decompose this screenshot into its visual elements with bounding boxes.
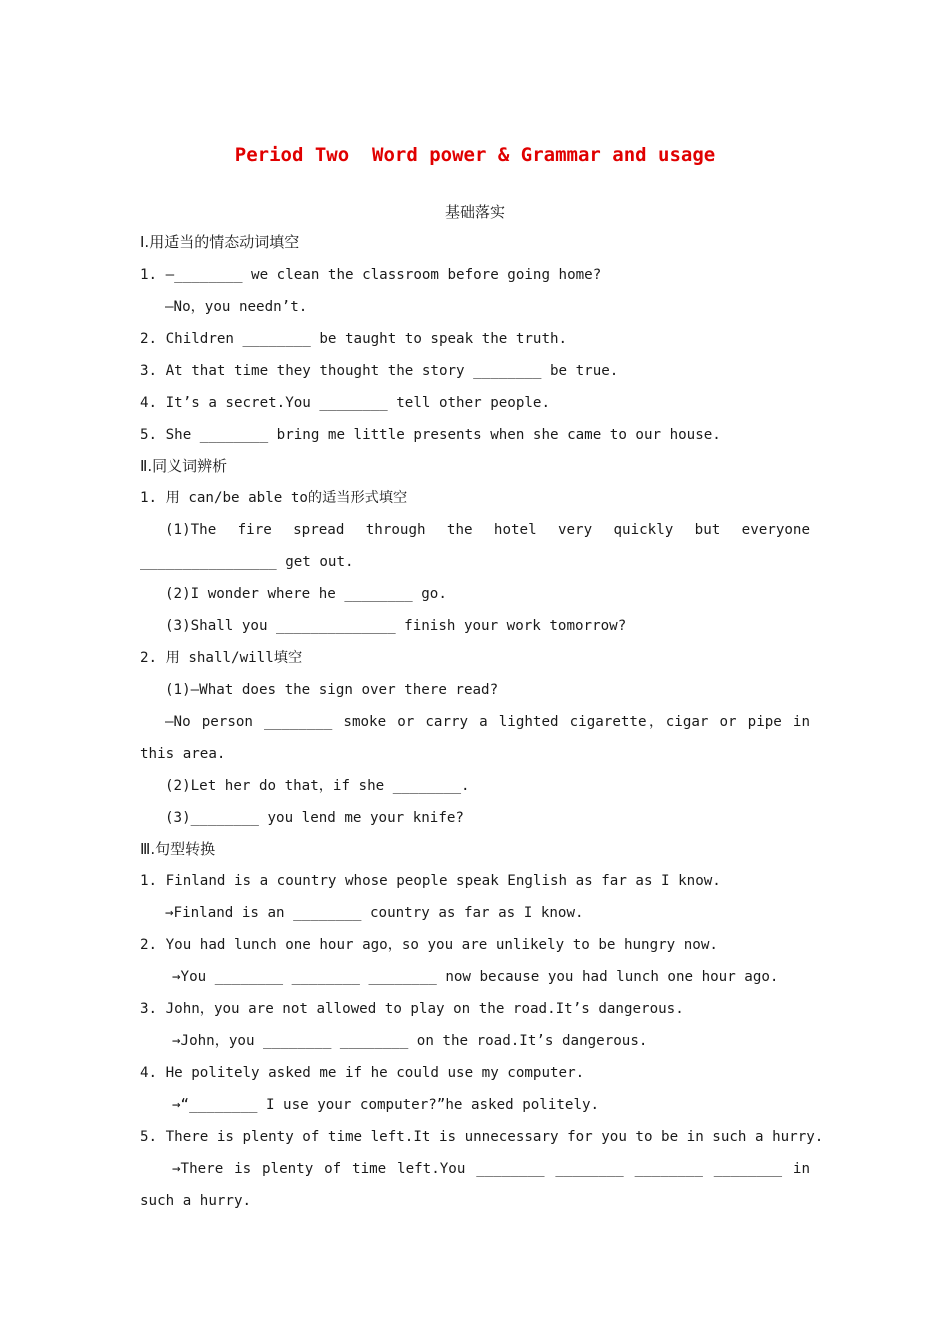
s3-item-1-transform: →Finland is an ________ country as far as I know.	[165, 905, 584, 921]
page-title: Period Two Word power & Grammar and usage	[234, 144, 716, 166]
s3-item-1: 1. Finland is a country whose people speak English as far as I know.	[140, 873, 721, 889]
section-subtitle: 基础落实	[444, 203, 505, 221]
s1-item-3: 3. At that time they thought the story ________ be true.	[140, 363, 619, 379]
s1-item-1: 1. —________ we clean the classroom before going home?	[140, 267, 602, 283]
s3-item-2: 2. You had lunch one hour ago，so you are unlikely to be hungry now.	[140, 937, 718, 953]
s3-item-4-transform: →“________ I use your computer?”he asked politely.	[172, 1097, 600, 1113]
s2-q1-3: (3)Shall you ______________ finish your work tomorrow?	[165, 618, 627, 634]
section-3-heading: Ⅲ.句型转换	[140, 840, 216, 858]
s2-q1-1b: ________________ get out.	[140, 554, 354, 570]
s2-q2-3: (3)________ you lend me your knife?	[165, 810, 464, 826]
s2-q1-2: (2)I wonder where he ________ go.	[165, 586, 447, 602]
section-2-heading: Ⅱ.同义词辨析	[140, 457, 228, 475]
s1-item-5: 5. She ________ bring me little presents when she came to our house.	[140, 427, 721, 443]
s3-item-3: 3. John，you are not allowed to play on the road.It’s dangerous.	[140, 1001, 684, 1017]
s2-q2-1b: —No person ________ smoke or carry a lighted cigarette，cigar or pipe in	[165, 714, 810, 730]
s2-q2-title: 2. 用 shall/will填空	[140, 650, 303, 666]
s1-item-2: 2. Children ________ be taught to speak the truth.	[140, 331, 568, 347]
s3-item-3-transform: →John，you ________ ________ on the road.It’s dangerous.	[172, 1033, 648, 1049]
s1-item-1-answer: —No，you needn’t.	[165, 299, 308, 315]
section-1-heading: Ⅰ.用适当的情态动词填空	[140, 233, 300, 251]
s3-item-2-transform: →You ________ ________ ________ now because you had lunch one hour ago.	[172, 969, 779, 985]
s3-item-5-transform: →There is plenty of time left.You ________ ________ ________ ________ in	[172, 1161, 810, 1177]
s3-item-5: 5. There is plenty of time left.It is unnecessary for you to be in such a hurry.	[140, 1129, 824, 1145]
s1-item-4: 4. It’s a secret.You ________ tell other people.	[140, 395, 550, 411]
s2-q2-1c: this area.	[140, 746, 226, 762]
s2-q2-1: (1)—What does the sign over there read?	[165, 682, 499, 698]
s3-item-5-transform-end: such a hurry.	[140, 1193, 252, 1209]
s2-q1-1a: (1)The fire spread through the hotel very quickly but everyone	[165, 522, 810, 538]
s3-item-4: 4. He politely asked me if he could use my computer.	[140, 1065, 585, 1081]
s2-q2-2: (2)Let her do that，if she ________.	[165, 778, 470, 794]
s2-q1-title: 1. 用 can/be able to的适当形式填空	[140, 490, 408, 506]
